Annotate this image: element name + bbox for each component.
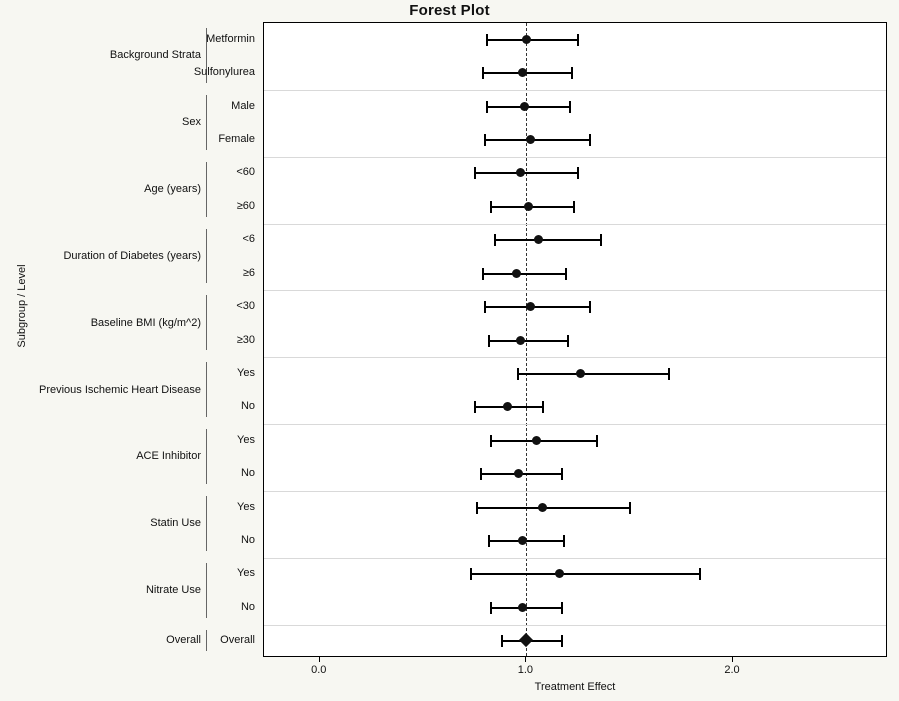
forest-row — [264, 532, 888, 550]
confidence-interval-cap — [596, 435, 598, 447]
confidence-interval-cap — [699, 568, 701, 580]
confidence-interval-cap — [486, 34, 488, 46]
x-tick — [525, 657, 526, 662]
estimate-marker — [576, 369, 585, 378]
forest-row — [264, 599, 888, 617]
confidence-interval-cap — [565, 268, 567, 280]
group-bracket — [206, 563, 207, 618]
confidence-interval-cap — [561, 635, 563, 647]
confidence-interval-cap — [569, 101, 571, 113]
level-label: Female — [218, 132, 255, 145]
confidence-interval-cap — [542, 401, 544, 413]
level-label: <6 — [242, 233, 255, 246]
confidence-interval-cap — [480, 468, 482, 480]
group-bracket — [206, 496, 207, 551]
estimate-marker — [514, 469, 523, 478]
estimate-marker — [555, 569, 564, 578]
level-label: Yes — [237, 433, 255, 446]
confidence-interval-cap — [668, 368, 670, 380]
forest-row — [264, 265, 888, 283]
plot-panel — [263, 22, 887, 657]
confidence-interval-cap — [490, 201, 492, 213]
group-label: Overall — [166, 634, 201, 647]
level-label: No — [240, 467, 255, 480]
forest-row — [264, 565, 888, 583]
group-separator — [264, 424, 886, 425]
confidence-interval-cap — [571, 67, 573, 79]
x-axis — [263, 657, 887, 701]
forest-row — [264, 64, 888, 82]
level-label: Male — [231, 99, 255, 112]
group-separator — [264, 290, 886, 291]
confidence-interval-cap — [629, 502, 631, 514]
level-label: No — [240, 600, 255, 613]
confidence-interval-line — [491, 440, 596, 442]
group-separator — [264, 491, 886, 492]
confidence-interval-line — [518, 373, 669, 375]
confidence-interval-cap — [563, 535, 565, 547]
estimate-marker — [534, 235, 543, 244]
estimate-marker — [516, 168, 525, 177]
confidence-interval-cap — [494, 234, 496, 246]
confidence-interval-cap — [490, 435, 492, 447]
confidence-interval-cap — [490, 602, 492, 614]
estimate-marker — [518, 68, 527, 77]
confidence-interval-cap — [474, 401, 476, 413]
confidence-interval-cap — [501, 635, 503, 647]
forest-row — [264, 231, 888, 249]
x-tick-label: 0.0 — [311, 664, 327, 676]
y-axis-label: Subgroup / Level — [16, 264, 28, 348]
group-separator — [264, 157, 886, 158]
confidence-interval-line — [483, 273, 566, 275]
confidence-interval-line — [495, 239, 600, 241]
page-title: Forest Plot — [409, 2, 490, 19]
confidence-interval-cap — [561, 602, 563, 614]
forest-row — [264, 432, 888, 450]
group-label: Age (years) — [144, 183, 201, 196]
forest-row — [264, 164, 888, 182]
group-label: Background Strata — [109, 49, 201, 62]
confidence-interval-cap — [484, 134, 486, 146]
level-label: Yes — [237, 500, 255, 513]
subgroup-label-column — [0, 22, 263, 657]
x-tick — [319, 657, 320, 662]
estimate-marker — [526, 135, 535, 144]
group-label: Nitrate Use — [145, 584, 201, 597]
estimate-marker — [512, 269, 521, 278]
confidence-interval-cap — [470, 568, 472, 580]
confidence-interval-cap — [600, 234, 602, 246]
group-label: Duration of Diabetes (years) — [63, 249, 201, 262]
level-label: ≥60 — [236, 199, 255, 212]
confidence-interval-cap — [482, 67, 484, 79]
confidence-interval-line — [485, 139, 590, 141]
group-bracket — [206, 630, 207, 651]
forest-row — [264, 31, 888, 49]
forest-row — [264, 465, 888, 483]
estimate-marker — [522, 35, 531, 44]
confidence-interval-cap — [488, 335, 490, 347]
confidence-interval-line — [477, 507, 630, 509]
group-separator — [264, 357, 886, 358]
group-separator — [264, 90, 886, 91]
level-label: <60 — [236, 166, 255, 179]
group-separator — [264, 224, 886, 225]
confidence-interval-line — [483, 72, 572, 74]
confidence-interval-cap — [577, 167, 579, 179]
forest-row — [264, 632, 888, 650]
estimate-marker — [520, 102, 529, 111]
estimate-marker — [518, 603, 527, 612]
estimate-marker — [503, 402, 512, 411]
confidence-interval-cap — [589, 301, 591, 313]
confidence-interval-cap — [573, 201, 575, 213]
group-bracket — [206, 362, 207, 417]
forest-row — [264, 198, 888, 216]
group-bracket — [206, 95, 207, 150]
confidence-interval-line — [485, 306, 590, 308]
x-tick-label: 1.0 — [517, 664, 534, 676]
group-label: ACE Inhibitor — [136, 450, 201, 463]
forest-row — [264, 298, 888, 316]
confidence-interval-cap — [561, 468, 563, 480]
confidence-interval-cap — [474, 167, 476, 179]
confidence-interval-cap — [589, 134, 591, 146]
estimate-marker — [519, 633, 533, 647]
group-separator — [264, 558, 886, 559]
level-label: Sulfonylurea — [193, 66, 255, 79]
x-axis-label: Treatment Effect — [534, 681, 616, 693]
estimate-marker — [516, 336, 525, 345]
x-tick — [732, 657, 733, 662]
confidence-interval-cap — [567, 335, 569, 347]
forest-row — [264, 398, 888, 416]
confidence-interval-line — [489, 340, 568, 342]
level-label: <30 — [236, 300, 255, 313]
level-label: ≥6 — [242, 266, 255, 279]
group-bracket — [206, 429, 207, 484]
confidence-interval-cap — [484, 301, 486, 313]
forest-row — [264, 499, 888, 517]
estimate-marker — [524, 202, 533, 211]
level-label: ≥30 — [236, 333, 255, 346]
group-label: Statin Use — [150, 517, 201, 530]
confidence-interval-line — [471, 573, 700, 575]
confidence-interval-cap — [488, 535, 490, 547]
estimate-marker — [526, 302, 535, 311]
level-label: Yes — [237, 567, 255, 580]
group-separator — [264, 625, 886, 626]
level-label: No — [240, 400, 255, 413]
level-label: Metformin — [206, 32, 255, 45]
forest-row — [264, 332, 888, 350]
forest-row — [264, 98, 888, 116]
group-label: Previous Ischemic Heart Disease — [38, 383, 201, 396]
group-label: Sex — [182, 116, 201, 129]
confidence-interval-line — [487, 39, 578, 41]
group-bracket — [206, 229, 207, 284]
estimate-marker — [538, 503, 547, 512]
forest-row — [264, 365, 888, 383]
level-label: No — [240, 534, 255, 547]
forest-row — [264, 131, 888, 149]
confidence-interval-cap — [476, 502, 478, 514]
x-tick-label: 2.0 — [724, 664, 740, 676]
confidence-interval-cap — [486, 101, 488, 113]
level-label: Overall — [220, 634, 255, 647]
confidence-interval-line — [475, 172, 578, 174]
estimate-marker — [532, 436, 541, 445]
group-label: Baseline BMI (kg/m^2) — [90, 316, 201, 329]
level-label: Yes — [237, 366, 255, 379]
group-bracket — [206, 295, 207, 350]
confidence-interval-cap — [482, 268, 484, 280]
group-bracket — [206, 162, 207, 217]
estimate-marker — [518, 536, 527, 545]
confidence-interval-cap — [517, 368, 519, 380]
confidence-interval-cap — [577, 34, 579, 46]
